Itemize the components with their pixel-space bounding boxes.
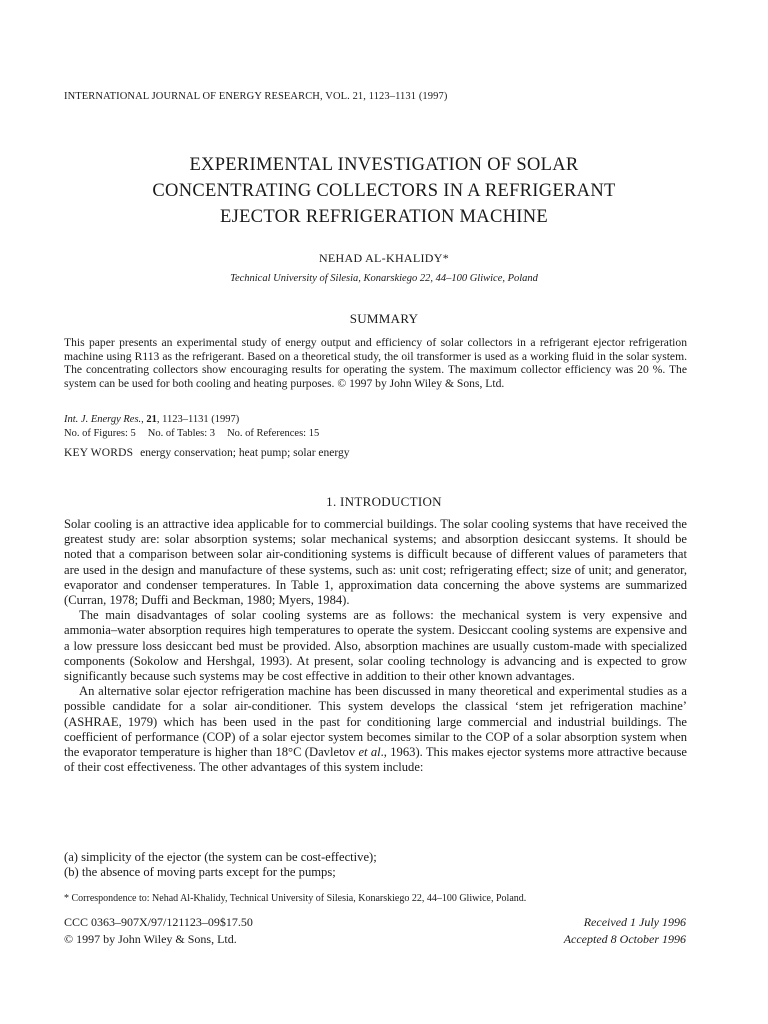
summary-heading: SUMMARY [349, 311, 419, 326]
paragraph-3-text-b: ., 1963). This makes ejector systems more attractive because of their cost effectiveness. The other advantages of this system include: [64, 745, 687, 775]
advantages-list [64, 850, 377, 880]
paragraph-3-text-a: An alternative solar ejector refrigeration machine has been discussed in many theoretical and experimental studies as a possible candidate for a solar air-conditioner. This system develops the classical ‘stem jet refrigeration machine’ (ASHRAE, 1979) which has been used in the past for conditioning large commercial and industrial buildings. The coefficient of performance (COP) of a solar ejector system becomes similar to the COP of a solar absorption system when the evaporator temperature is higher than 18°C (Davletov [64, 684, 687, 760]
citation-volume: 21 [146, 414, 157, 425]
paragraph-1: Solar cooling is an attractive idea applicable for to commercial buildings. The solar cooling systems that have received the greatest study are: solar absorption systems; solar mechanical systems; and absorption desiccant systems. It should be noted that a comparison between solar air-conditioning systems is difficult because of different values of parameters that are used in the design and manufacture of these systems, such as: unit cost; refrigerating effect; size of unit; and generator, evaporator and condenser temperatures. In Table 1, approximation data concerning the above systems are summarized (Curran, 1978; Duffi and Beckman, 1980; Myers, 1984). [64, 517, 687, 608]
correspondence-footnote: * Correspondence to: Nehad Al-Khalidy, Technical University of Silesia, Konarskiego 22, 44–100 Gliwice, Poland. [64, 893, 527, 904]
keywords-line [64, 447, 349, 459]
reference-count: No. of References: 15 [227, 427, 320, 439]
footer-left [64, 914, 253, 947]
author-affiliation: Technical University of Silesia, Konarskiego 22, 44–100 Gliwice, Poland [230, 273, 538, 284]
keywords-list: energy conservation; heat pump; solar energy [140, 447, 350, 459]
journal-abbrev: Int. J. Energy Res. [64, 414, 142, 425]
footer-right [564, 914, 686, 947]
copyright-notice: © 1997 by John Wiley & Sons, Ltd. [64, 931, 237, 946]
figure-count: No. of Figures: 5 [64, 427, 136, 439]
citation-block [64, 413, 319, 440]
ccc-code: CCC 0363–907X/97/121123–09$17.50 [64, 915, 253, 929]
introduction-heading: 1. INTRODUCTION [326, 494, 442, 509]
citation-pages: , 1123–1131 (1997) [156, 414, 240, 425]
summary-text: This paper presents an experimental study of energy output and efficiency of solar collectors in a refrigerant ejector refrigeration machine using R113 as the refrigerant. Based on a theoretical study, the oil transformer is used as a working fluid in the solar system. The concentrating collectors show encouraging results for operating the system. The maximum collector efficiency was 20 %. The system can be used for both cooling and heating purposes. © 1997 by John Wiley & Sons, Ltd. [64, 336, 687, 390]
citation-line [64, 413, 319, 427]
counts-line [64, 427, 319, 441]
author-name: NEHAD AL-KHALIDY* [318, 251, 450, 265]
list-item: (a) simplicity of the ejector (the system can be cost-effective); [64, 850, 377, 864]
list-item: (b) the absence of moving parts except for the pumps; [64, 865, 336, 880]
introduction-body [64, 517, 687, 775]
table-count: No. of Tables: 3 [147, 427, 216, 439]
paragraph-3-etal: et al [358, 745, 381, 760]
title-line-1: EXPERIMENTAL INVESTIGATION OF SOLAR [189, 155, 579, 175]
title-line-3: EJECTOR REFRIGERATION MACHINE [219, 207, 548, 227]
keywords-label: KEY WORDS [64, 447, 134, 459]
journal-header: INTERNATIONAL JOURNAL OF ENERGY RESEARCH, VOL. 21, 1123–1131 (1997) [64, 91, 448, 102]
paragraph-3 [64, 684, 687, 775]
accepted-date: Accepted 8 October 1996 [563, 931, 686, 946]
paper-title [64, 152, 704, 230]
received-date: Received 1 July 1996 [583, 915, 686, 929]
citation-sep: , [141, 414, 147, 425]
paragraph-2: The main disadvantages of solar cooling systems are as follows: the mechanical system is very expensive and ammonia–water absorption requires high temperatures to operate the system. Desiccant cooling systems are expensive and a low pressure loss desiccant bed must be provided. Also, absorption machines are usually custom-made with specialized components (Sokolow and Hershgal, 1993). At present, solar cooling technology is advancing and is expected to grow significantly because such systems may be cost effective in addition to their other known advantages. [64, 608, 687, 684]
title-line-2: CONCENTRATING COLLECTORS IN A REFRIGERANT [152, 181, 616, 201]
